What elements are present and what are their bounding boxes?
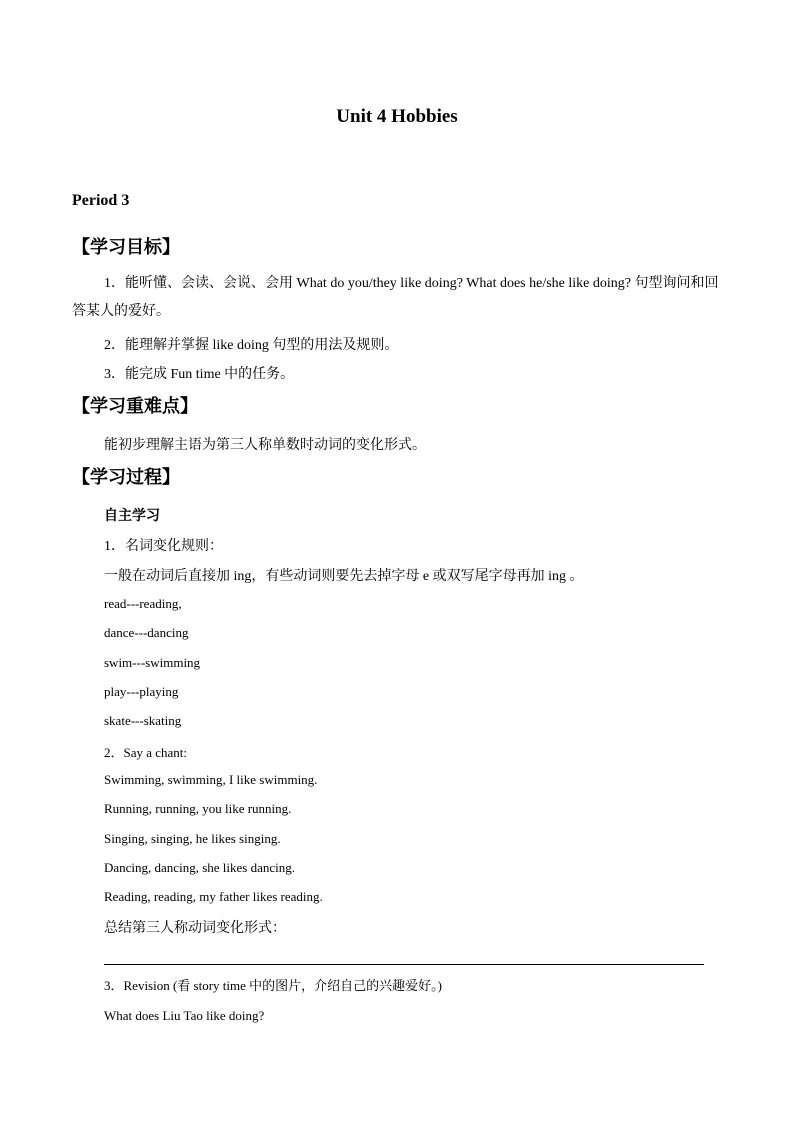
- objectives-heading: 【学习目标】: [72, 237, 180, 258]
- key-points-heading: 【学习重难点】: [72, 396, 198, 417]
- objective-item-2: 2．能理解并掌握 like doing 句型的用法及规则。: [104, 338, 399, 353]
- key-points-text: 能初步理解主语为第三人称单数时动词的变化形式。: [104, 438, 426, 453]
- example-line: swim---swimming: [104, 655, 201, 670]
- answer-line: [104, 964, 704, 965]
- rule-title: 1．名词变化规则：: [104, 539, 223, 554]
- objective-item-3: 3．能完成 Fun time 中的任务。: [104, 367, 295, 382]
- example-line: skate---skating: [104, 713, 182, 728]
- chant-line: Running, running, you like running.: [104, 801, 292, 816]
- objective-item-1: 1．能听懂、会读、会说、会用 What do you/they like doing? What does he/she like doing? 句型询问和回答某人的爱好。: [72, 276, 719, 319]
- document-title: Unit 4 Hobbies: [336, 106, 458, 127]
- revision-question: What does Liu Tao like doing?: [104, 1008, 265, 1023]
- rule-text: 一般在动词后直接加 ing，有些动词则要先去掉字母 e 或双写尾字母再加 ing 。: [104, 569, 584, 584]
- revision-instruction: 3．Revision (看 story time 中的图片，介绍自己的兴趣爱好。): [104, 978, 442, 993]
- process-heading: 【学习过程】: [72, 467, 180, 488]
- chant-line: Dancing, dancing, she likes dancing.: [104, 860, 295, 875]
- chant-title: 2．Say a chant:: [104, 745, 188, 760]
- summary-prompt: 总结第三人称动词变化形式：: [104, 921, 286, 936]
- chant-line: Reading, reading, my father likes reading.: [104, 889, 323, 904]
- chant-line: Singing, singing, he likes singing.: [104, 831, 281, 846]
- period-label: Period 3: [72, 192, 130, 209]
- example-line: read---reading,: [104, 596, 182, 611]
- chant-line: Swimming, swimming, I like swimming.: [104, 772, 318, 787]
- example-line: dance---dancing: [104, 625, 189, 640]
- self-study-label: 自主学习: [104, 509, 160, 524]
- example-line: play---playing: [104, 684, 179, 699]
